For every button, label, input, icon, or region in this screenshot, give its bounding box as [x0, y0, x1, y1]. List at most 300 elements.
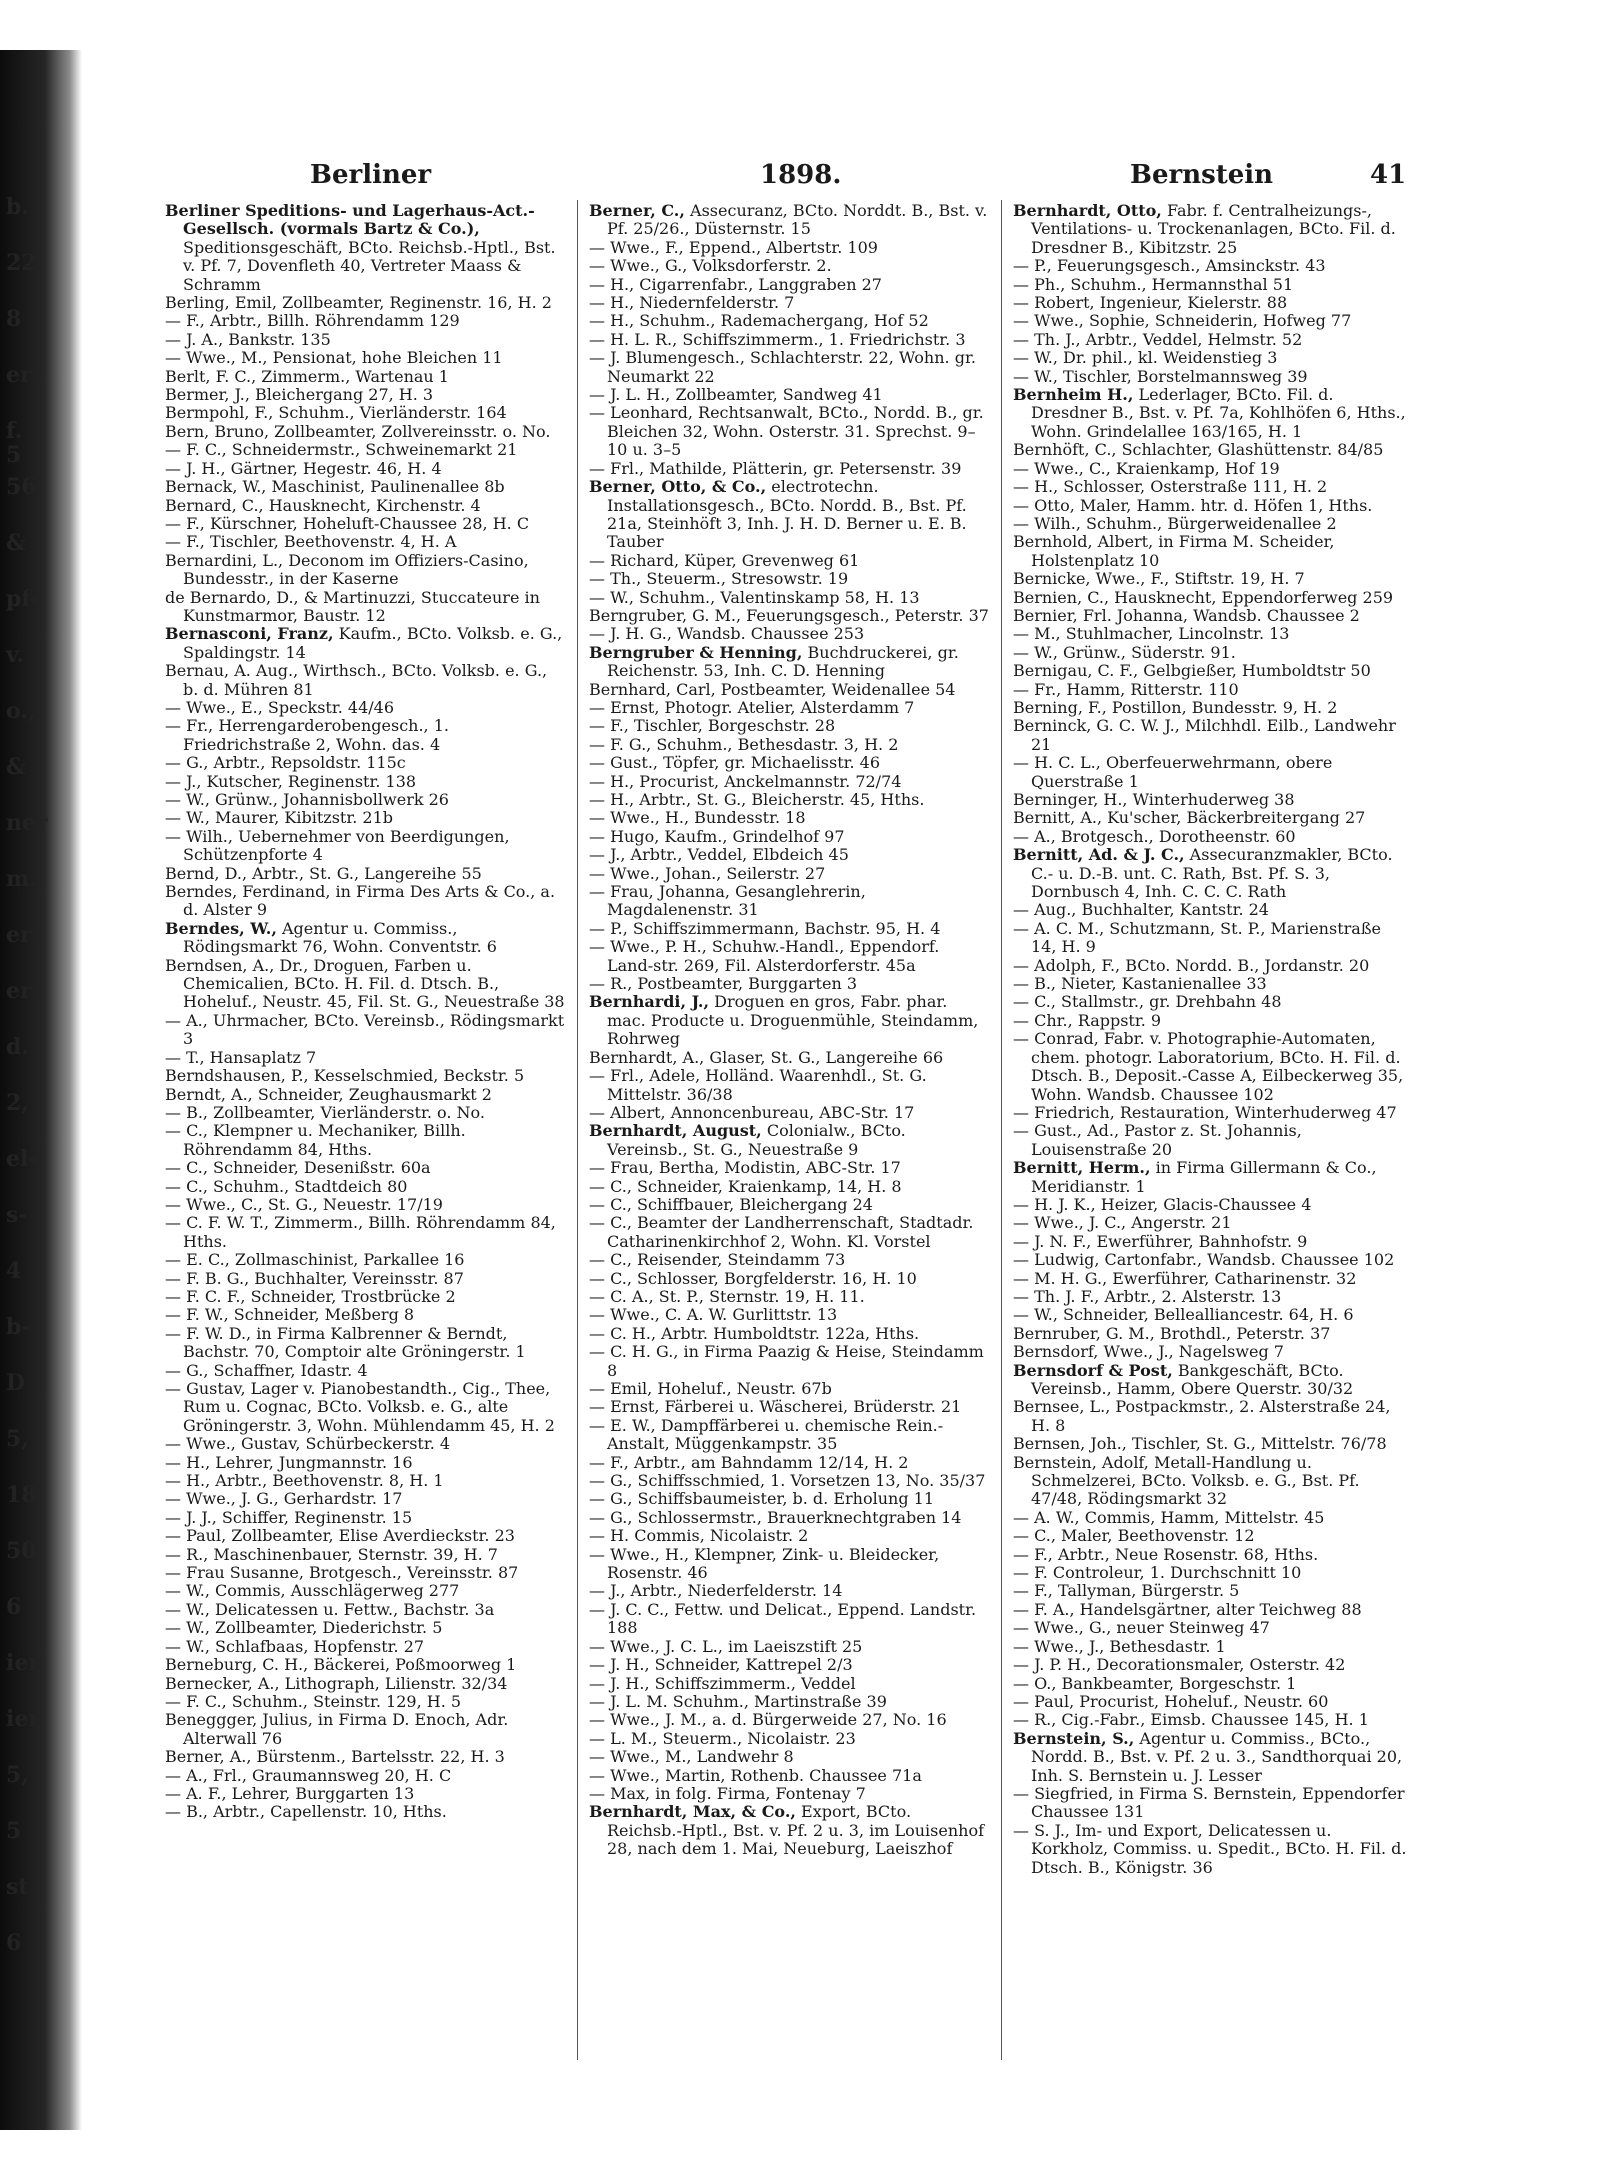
- directory-entry: [165, 515, 565, 533]
- directory-entry: [1013, 957, 1410, 975]
- entry-text: — F. A., Handelsgärtner, alter Teichweg 88: [1013, 1599, 1362, 1619]
- directory-entry: [1013, 294, 1410, 312]
- entry-name: Berner, C.,: [589, 202, 685, 220]
- entry-text: — W., Grünw., Süderstr. 91.: [1013, 642, 1236, 662]
- entry-text: — W., Schlafbaas, Hopfenstr. 27: [165, 1636, 425, 1656]
- directory-entry: [165, 1619, 565, 1637]
- entry-text: — Wilh., Uebernehmer von Beerdigungen, Schützenpforte 4: [165, 826, 510, 865]
- entry-text: Bernard, C., Hausknecht, Kirchenstr. 4: [165, 495, 481, 515]
- entry-text: — F. G., Schuhm., Bethesdastr. 3, H. 2: [589, 734, 899, 754]
- directory-entry: [1013, 1675, 1410, 1693]
- entry-text: — H., Arbtr., Beethovenstr. 8, H. 1: [165, 1471, 444, 1491]
- margin-fragment: pf-: [6, 586, 40, 612]
- directory-entry: [165, 1270, 565, 1288]
- entry-text: Kaufm., BCto. Volksb. e. G., Spaldingstr. 14: [183, 624, 563, 662]
- margin-fragment: 56,: [6, 474, 45, 500]
- entry-text: Bermpohl, F., Schuhm., Vierländerstr. 164: [165, 403, 507, 423]
- entry-text: — W., Maurer, Kibitzstr. 21b: [165, 808, 393, 828]
- entry-text: — G., Arbtr., Repsoldstr. 115c: [165, 753, 406, 773]
- entry-text: — H. L. R., Schiffszimmerm., 1. Friedrichstr. 3: [589, 329, 966, 349]
- directory-entry: [165, 312, 565, 330]
- entry-text: — H., Lehrer, Jungmannstr. 16: [165, 1452, 413, 1472]
- entry-text: Berninger, H., Winterhuderweg 38: [1013, 790, 1295, 809]
- entry-name: Berner, Otto, & Co.,: [589, 477, 767, 497]
- directory-entry: [165, 1472, 565, 1490]
- margin-fragment: ier: [6, 1650, 40, 1676]
- entry-text: — Gust., Töpfer, gr. Michaelisstr. 46: [589, 753, 881, 773]
- margin-fragment: st: [6, 1874, 29, 1900]
- entry-text: — Th. J. F., Arbtr., 2. Alsterstr. 13: [1013, 1286, 1282, 1306]
- entry-text: Speditionsgeschäft, BCto. Reichsb.-Hptl., Bst. v. Pf. 7, Dovenfleth 40, Vertreter Maass & Schramm: [183, 237, 556, 294]
- directory-entry: [165, 1362, 565, 1380]
- entry-text: — Wwe., C. A. W. Gurlittstr. 13: [589, 1305, 838, 1325]
- directory-entry: [165, 1288, 565, 1306]
- entry-text: — Th. J., Arbtr., Veddel, Helmstr. 52: [1013, 329, 1303, 349]
- entry-text: — F., Kürschner, Hoheluft-Chaussee 28, H. C: [165, 513, 530, 533]
- entry-text: — A., Brotgesch., Dorotheenstr. 60: [1013, 826, 1296, 846]
- entry-text: Bernardini, L., Deconom im Offiziers-Casino, Bundesstr., in der Kaserne: [165, 550, 529, 589]
- entry-text: — Wwe., J., Bethesdastr. 1: [1013, 1636, 1226, 1656]
- entry-text: — A. W., Commis, Hamm, Mittelstr. 45: [1013, 1507, 1325, 1527]
- directory-entry: [1013, 901, 1410, 919]
- entry-text: de Bernardo, D., & Martinuzzi, Stuccateure in Kunstmarmor, Baustr. 12: [165, 587, 540, 625]
- entry-text: — F. C., Schneidermstr., Schweinemarkt 21: [165, 440, 518, 460]
- entry-text: — Wwe., Sophie, Schneiderin, Hofweg 77: [1013, 311, 1352, 331]
- entry-text: — J., Arbtr., Veddel, Elbdeich 45: [589, 845, 849, 865]
- directory-entry: [1013, 1159, 1410, 1196]
- directory-entry: [1013, 1638, 1410, 1656]
- directory-entry: [589, 920, 989, 938]
- entry-text: Bernecker, A., Lithograph, Lilienstr. 32/34: [165, 1673, 508, 1693]
- entry-text: Bernigau, C. F., Gelbgießer, Humboldtstr 50: [1013, 661, 1371, 681]
- directory-entry: [589, 644, 989, 681]
- directory-entry: [589, 1270, 989, 1288]
- margin-fragment: 6: [6, 1930, 22, 1956]
- directory-entry: [165, 1601, 565, 1619]
- entry-name: Bernstein, S.,: [1013, 1728, 1135, 1748]
- entry-text: — Chr., Rappstr. 9: [1013, 1010, 1162, 1030]
- entry-name: Berndes, W.,: [165, 918, 277, 938]
- directory-entry: [589, 202, 989, 239]
- directory-entry: [1013, 1546, 1410, 1564]
- entry-text: — Fr., Herrengarderobengesch., 1. Friedrichstraße 2, Wohn. das. 4: [165, 716, 449, 754]
- directory-entry: [589, 1288, 989, 1306]
- running-header: [165, 160, 1410, 200]
- directory-entry: [1013, 515, 1410, 533]
- entry-name: Bernhardi, J.,: [589, 992, 710, 1012]
- entry-text: — Wwe., F., Eppend., Albertstr. 109: [589, 237, 878, 257]
- directory-entry: [589, 1343, 989, 1380]
- entry-text: — F., Arbtr., Neue Rosenstr. 68, Hths.: [1013, 1544, 1319, 1564]
- directory-entry: [1013, 1362, 1410, 1399]
- directory-entry: [165, 1490, 565, 1508]
- entry-text: — Frau, Bertha, Modistin, ABC-Str. 17: [589, 1158, 901, 1178]
- directory-entry: [589, 1380, 989, 1398]
- directory-entry: [1013, 1122, 1410, 1159]
- entry-text: Berling, Emil, Zollbeamter, Reginenstr. 16, H. 2: [165, 293, 552, 313]
- entry-text: — Hugo, Kaufm., Grindelhof 97: [589, 826, 845, 846]
- directory-entry: [1013, 1619, 1410, 1637]
- directory-entry: [589, 1049, 989, 1067]
- directory-entry: [589, 552, 989, 570]
- directory-entry: [589, 1196, 989, 1214]
- margin-fragment: b-: [6, 1314, 31, 1340]
- entry-name: Bernheim H.,: [1013, 385, 1134, 405]
- entry-text: — E. W., Dampffärberei u. chemische Rein.-Anstalt, Müggenkampstr. 35: [589, 1415, 944, 1454]
- entry-text: — C., Schiffbauer, Bleichergang 24: [589, 1194, 873, 1214]
- directory-entry: [1013, 1214, 1410, 1232]
- directory-entry: [589, 883, 989, 920]
- margin-fragment: 18: [6, 1482, 37, 1508]
- entry-text: — Th., Steuerm., Stresowstr. 19: [589, 569, 849, 589]
- directory-entry: [165, 1509, 565, 1527]
- directory-entry: [589, 699, 989, 717]
- directory-entry: [165, 478, 565, 496]
- entry-name: Berliner Speditions- und Lagerhaus-Act.-Gesellsch. (vormals Bartz & Co.),: [165, 202, 535, 239]
- directory-entry: [1013, 681, 1410, 699]
- entry-text: — H., Schuhm., Rademachergang, Hof 52: [589, 311, 929, 331]
- entry-text: Bankgeschäft, BCto. Vereinsb., Hamm, Obere Querstr. 30/32: [1031, 1360, 1354, 1398]
- directory-entry: [589, 1582, 989, 1600]
- directory-entry: [165, 1435, 565, 1453]
- entry-text: — Wwe., M., Pensionat, hohe Bleichen 11: [165, 348, 503, 368]
- entry-text: Berndt, A., Schneider, Zeughausmarkt 2: [165, 1084, 492, 1104]
- margin-fragment: er-: [6, 362, 41, 388]
- entry-text: Bernitt, A., Ku'scher, Bäckerbreitergang 27: [1013, 808, 1366, 828]
- entry-text: — J. H., Schiffszimmerm., Veddel: [589, 1673, 856, 1693]
- directory-entry: [1013, 1730, 1410, 1785]
- entry-text: — J. N. F., Ewerführer, Bahnhofstr. 9: [1013, 1231, 1308, 1251]
- directory-entry: [589, 460, 989, 478]
- directory-entry: [589, 589, 989, 607]
- directory-entry: [1013, 662, 1410, 680]
- entry-text: — W., Schneider, Bellealliancestr. 64, H. 6: [1013, 1305, 1354, 1325]
- directory-entry: [589, 1601, 989, 1638]
- entry-text: Bernicke, Wwe., F., Stiftstr. 19, H. 7: [1013, 569, 1305, 589]
- entry-text: — C., Reisender, Steindamm 73: [589, 1250, 846, 1270]
- margin-fragment: v.: [6, 642, 25, 668]
- directory-entry: [1013, 993, 1410, 1011]
- entry-text: — W., Tischler, Borstelmannsweg 39: [1013, 366, 1308, 386]
- directory-entry: [1013, 478, 1410, 496]
- entry-text: — W., Zollbeamter, Diederichstr. 5: [165, 1618, 443, 1638]
- entry-text: — J., Arbtr., Niederfelderstr. 14: [589, 1581, 843, 1601]
- directory-entry: [589, 717, 989, 735]
- directory-entry: [165, 1325, 565, 1362]
- entry-text: Berner, A., Bürstenm., Bartelsstr. 22, H. 3: [165, 1747, 505, 1767]
- directory-entry: [1013, 828, 1410, 846]
- previous-page-margin: [0, 194, 48, 1995]
- entry-text: — Wwe., Martin, Rothenb. Chaussee 71a: [589, 1765, 922, 1785]
- directory-entry: [1013, 460, 1410, 478]
- entry-text: — J. H., Gärtner, Hegestr. 46, H. 4: [165, 458, 442, 478]
- column-rule: [577, 200, 578, 2060]
- entry-text: — F., Tallyman, Bürgerstr. 5: [1013, 1581, 1240, 1601]
- directory-entry: [1013, 1343, 1410, 1361]
- directory-entry: [1013, 1288, 1410, 1306]
- directory-entry: [1013, 570, 1410, 588]
- directory-entry: [589, 1656, 989, 1674]
- directory-entry: [165, 1693, 565, 1711]
- entry-text: — Adolph, F., BCto. Nordd. B., Jordanstr. 20: [1013, 955, 1370, 975]
- directory-entry: [589, 386, 989, 404]
- directory-entry: [589, 1527, 989, 1545]
- entry-text: — J. H. G., Wandsb. Chaussee 253: [589, 624, 865, 644]
- entry-text: — G., Schaffner, Idastr. 4: [165, 1360, 368, 1380]
- entry-text: Berning, F., Postillon, Bundesstr. 9, H. 2: [1013, 697, 1338, 717]
- directory-entry: [589, 349, 989, 386]
- entry-text: — H., Arbtr., St. G., Bleicherstr. 45, Hths.: [589, 790, 925, 809]
- entry-text: — C., Stallmstr., gr. Drehbahn 48: [1013, 992, 1282, 1012]
- entry-text: — C., Schlosser, Borgfelderstr. 16, H. 10: [589, 1268, 917, 1288]
- directory-entry: [1013, 1030, 1410, 1104]
- entry-text: Berlt, F. C., Zimmerm., Wartenau 1: [165, 366, 449, 386]
- entry-text: electrotechn. Installationsgesch., BCto. Nordd. B., Bst. Pf. 21a, Steinhöft 3, Inh. J. H. D. Berner u. E. B. Tauber: [607, 477, 967, 552]
- margin-fragment: b.: [6, 194, 30, 220]
- directory-entry: [165, 1546, 565, 1564]
- margin-fragment: 5: [6, 1818, 22, 1844]
- entry-text: — Wilh., Schuhm., Bürgerweidenallee 2: [1013, 513, 1337, 533]
- entry-text: in Firma Gillermann & Co., Meridianstr. 1: [1031, 1158, 1377, 1196]
- entry-text: — G., Schlossermstr., Brauerknechtgraben 14: [589, 1507, 962, 1527]
- entry-text: — Wwe., H., Klempner, Zink- u. Bleidecker, Rosenstr. 46: [589, 1544, 940, 1583]
- entry-text: Colonialw., BCto. Vereinsb., St. G., Neuestraße 9: [607, 1121, 906, 1159]
- entry-text: — M., Stuhlmacher, Lincolnstr. 13: [1013, 624, 1290, 644]
- directory-entry: [1013, 589, 1410, 607]
- directory-entry: [165, 828, 565, 865]
- entry-text: — F. C., Schuhm., Steinstr. 129, H. 5: [165, 1691, 462, 1711]
- directory-entry: [1013, 625, 1410, 643]
- directory-entry: [1013, 1233, 1410, 1251]
- directory-entry: [589, 993, 989, 1048]
- entry-text: — Emil, Hoheluf., Neustr. 67b: [589, 1379, 832, 1398]
- entry-text: Berndes, Ferdinand, in Firma Des Arts & Co., a. d. Alster 9: [165, 882, 556, 920]
- header-year: 1898.: [760, 160, 842, 190]
- entry-text: — C., Beamter der Landherrenschaft, Stadtadr. Catharinenkirchhof 2, Wohn. Kl. Vorstel: [589, 1213, 974, 1251]
- entry-text: — C., Schuhm., Stadtdeich 80: [165, 1176, 408, 1196]
- entry-text: Agentur u. Commiss., Rödingsmarkt 76, Wohn. Conventstr. 6: [183, 918, 497, 957]
- directory-entry: [1013, 846, 1410, 901]
- entry-text: — Siegfried, in Firma S. Bernstein, Eppendorfer Chaussee 131: [1013, 1783, 1405, 1822]
- directory-entry: [165, 717, 565, 754]
- directory-entry: [589, 1251, 989, 1269]
- directory-entry: [165, 497, 565, 515]
- entry-text: — C. H., Arbtr. Humboldtstr. 122a, Hths.: [589, 1323, 920, 1343]
- entry-text: — Leonhard, Rechtsanwalt, BCto., Nordd. B., gr. Bleichen 32, Wohn. Osterstr. 31. Sprechst. 9–10 u. 3–5: [589, 403, 984, 460]
- entry-text: Bernsdorf, Wwe., J., Nagelsweg 7: [1013, 1342, 1284, 1362]
- directory-entry: [589, 1306, 989, 1324]
- column-2: [589, 202, 989, 2052]
- entry-text: — Wwe., C., St. G., Neuestr. 17/19: [165, 1194, 443, 1214]
- directory-entry: [1013, 644, 1410, 662]
- page-number: 41: [1370, 160, 1407, 190]
- margin-fragment: &: [6, 754, 26, 780]
- entry-text: Bernd, D., Arbtr., St. G., Langereihe 55: [165, 863, 482, 883]
- entry-text: — Ph., Schuhm., Hermannsthal 51: [1013, 274, 1294, 294]
- directory-entry: [1013, 754, 1410, 791]
- directory-entry: [589, 1104, 989, 1122]
- directory-entry: [165, 1582, 565, 1600]
- entry-text: — R., Cig.-Fabr., Eimsb. Chaussee 145, H. 1: [1013, 1710, 1369, 1730]
- margin-fragment: ner: [6, 810, 48, 836]
- directory-entry: [589, 276, 989, 294]
- directory-entry: [165, 1049, 565, 1067]
- entry-name: Bernhardt, August,: [589, 1121, 762, 1141]
- entry-name: Bernitt, Ad. & J. C.,: [1013, 845, 1185, 865]
- column-rule: [1001, 200, 1002, 2060]
- directory-entry: [165, 1638, 565, 1656]
- directory-entry: [1013, 1693, 1410, 1711]
- entry-text: — F. B. G., Buchhalter, Vereinsstr. 87: [165, 1268, 464, 1288]
- entry-text: — Paul, Zollbeamter, Elise Averdieckstr. 23: [165, 1526, 515, 1546]
- directory-entry: [165, 1656, 565, 1674]
- entry-text: — E. C., Zollmaschinist, Parkallee 16: [165, 1250, 465, 1270]
- entry-text: — Wwe., Gustav, Schürbeckerstr. 4: [165, 1434, 451, 1454]
- directory-entry: [165, 1380, 565, 1435]
- entry-text: — H. J. K., Heizer, Glacis-Chaussee 4: [1013, 1194, 1312, 1214]
- margin-fragment: el-: [6, 1146, 38, 1172]
- entry-text: — Gust., Ad., Pastor z. St. Johannis, Louisenstraße 20: [1013, 1121, 1302, 1159]
- entry-name: Bernitt, Herm.,: [1013, 1158, 1151, 1178]
- entry-text: — Ernst, Färberei u. Wäscherei, Brüderstr. 21: [589, 1397, 962, 1417]
- directory-entry: [589, 1803, 989, 1858]
- directory-entry: [589, 1454, 989, 1472]
- entry-text: — Otto, Maler, Hamm. htr. d. Höfen 1, Hths.: [1013, 495, 1373, 515]
- entry-text: — J. L. H., Zollbeamter, Sandweg 41: [589, 385, 883, 405]
- margin-fragment: 8: [6, 306, 22, 332]
- entry-text: — G., Schiffsbaumeister, b. d. Erholung 11: [589, 1489, 934, 1509]
- entry-text: — W., Dr. phil., kl. Weidenstieg 3: [1013, 348, 1278, 368]
- directory-entry: [165, 865, 565, 883]
- directory-entry: [589, 975, 989, 993]
- entry-text: — F. W. D., in Firma Kalbrenner & Berndt, Bachstr. 70, Comptoir alte Gröningerstr. 1: [165, 1323, 526, 1362]
- directory-entry: [589, 607, 989, 625]
- directory-entry: [165, 1748, 565, 1766]
- entry-text: — Wwe., Johan., Seilerstr. 27: [589, 863, 826, 883]
- directory-entry: [165, 533, 565, 551]
- directory-entry: [589, 846, 989, 864]
- directory-entry: [1013, 1822, 1410, 1877]
- entry-text: — Wwe., J. C. L., im Laeiszstift 25: [589, 1636, 863, 1656]
- entry-text: — J. A., Bankstr. 135: [165, 329, 331, 349]
- entry-text: — Frl., Adele, Holländ. Waarenhdl., St. G. Mittelstr. 36/38: [589, 1066, 927, 1104]
- entry-text: — Wwe., H., Bundesstr. 18: [589, 808, 806, 828]
- margin-fragment: 50: [6, 1538, 37, 1564]
- directory-entry: [1013, 809, 1410, 827]
- directory-entry: [589, 1067, 989, 1104]
- entry-text: — Wwe., C., Kraienkamp, Hof 19: [1013, 458, 1280, 478]
- entry-text: — F., Tischler, Beethovenstr. 4, H. A: [165, 532, 457, 552]
- directory-entry: [1013, 386, 1410, 441]
- directory-entry: [589, 1178, 989, 1196]
- entry-name: Bernasconi, Franz,: [165, 624, 334, 644]
- margin-fragment: o.,: [6, 698, 36, 724]
- directory-entry: [1013, 1527, 1410, 1545]
- entry-text: — H., Niedernfelderstr. 7: [589, 293, 795, 313]
- directory-entry: [589, 331, 989, 349]
- directory-page: [165, 160, 1410, 2060]
- directory-entry: [165, 1067, 565, 1085]
- margin-fragment: 6: [6, 1594, 22, 1620]
- entry-text: — Wwe., G., neuer Steinweg 47: [1013, 1618, 1270, 1638]
- entry-text: — Wwe., M., Landwehr 8: [589, 1747, 794, 1767]
- entry-text: — Robert, Ingenieur, Kielerstr. 88: [1013, 293, 1288, 313]
- directory-entry: [1013, 607, 1410, 625]
- entry-text: Beneggger, Julius, in Firma D. Enoch, Adr. Alterwall 76: [165, 1710, 509, 1748]
- directory-entry: [165, 809, 565, 827]
- entry-text: — F., Arbtr., am Bahndamm 12/14, H. 2: [589, 1452, 909, 1472]
- entry-text: — C. F. W. T., Zimmerm., Billh. Röhrendamm 84, Hths.: [165, 1213, 556, 1251]
- entry-text: — R., Postbeamter, Burggarten 3: [589, 974, 858, 994]
- directory-entry: [165, 294, 565, 312]
- directory-entry: [1013, 699, 1410, 717]
- directory-entry: [165, 1785, 565, 1803]
- entry-text: — M. H. G., Ewerführer, Catharinenstr. 32: [1013, 1268, 1357, 1288]
- directory-entry: [589, 239, 989, 257]
- directory-entry: [1013, 533, 1410, 570]
- header-left: Berliner: [310, 160, 432, 190]
- directory-entry: [1013, 1601, 1410, 1619]
- entry-text: — J. C. C., Fettw. und Delicat., Eppend. Landstr. 188: [589, 1599, 977, 1638]
- entry-text: — Fr., Hamm, Ritterstr. 110: [1013, 679, 1239, 699]
- entry-text: — Paul, Procurist, Hoheluf., Neustr. 60: [1013, 1691, 1329, 1711]
- directory-entry: [589, 1711, 989, 1729]
- directory-entry: [165, 386, 565, 404]
- entry-text: — H. Commis, Nicolaistr. 2: [589, 1526, 809, 1546]
- directory-entry: [165, 589, 565, 626]
- entry-text: Bernsee, L., Postpackmstr., 2. Alsterstraße 24, H. 8: [1013, 1397, 1391, 1435]
- directory-entry: [1013, 1435, 1410, 1453]
- entry-text: — O., Bankbeamter, Borgeschstr. 1: [1013, 1673, 1297, 1693]
- directory-entry: [165, 883, 565, 920]
- directory-entry: [589, 1159, 989, 1177]
- entry-text: Bernhard, Carl, Postbeamter, Weidenallee 54: [589, 679, 956, 699]
- directory-entry: [1013, 368, 1410, 386]
- directory-entry: [1013, 331, 1410, 349]
- entry-text: — Frau, Johanna, Gesanglehrerin, Magdalenenstr. 31: [589, 882, 866, 920]
- directory-entry: [165, 773, 565, 791]
- directory-entry: [589, 754, 989, 772]
- directory-entry: [165, 1178, 565, 1196]
- entry-text: — J. Blumengesch., Schlachterstr. 22, Wohn. gr. Neumarkt 22: [589, 348, 976, 386]
- directory-entry: [589, 1785, 989, 1803]
- entry-text: — Wwe., P. H., Schuhw.-Handl., Eppendorf. Land-str. 269, Fil. Alsterdorferstr. 45a: [589, 937, 940, 975]
- directory-entry: [1013, 1509, 1410, 1527]
- entry-text: — S. J., Im- und Export, Delicatessen u. Korkholz, Commiss. u. Spedit., BCto. H. Fil. d. Dtsch. B., Königstr. 36: [1013, 1820, 1407, 1877]
- entry-name: Bernsdorf & Post,: [1013, 1360, 1173, 1380]
- entry-text: Bernsen, Joh., Tischler, St. G., Mittelstr. 76/78: [1013, 1434, 1387, 1454]
- directory-entry: [589, 404, 989, 459]
- entry-text: — F., Tischler, Borgeschstr. 28: [589, 716, 836, 736]
- entry-text: — L. M., Steuerm., Nicolaistr. 23: [589, 1728, 856, 1748]
- entry-text: — C. H. G., in Firma Paazig & Heise, Steindamm 8: [589, 1342, 984, 1380]
- directory-entry: [165, 1564, 565, 1582]
- directory-entry: [1013, 1656, 1410, 1674]
- entry-text: Buchdruckerei, gr. Reichenstr. 53, Inh. C. D. Henning: [607, 642, 959, 681]
- entry-text: Bernau, A. Aug., Wirthsch., BCto. Volksb. e. G., b. d. Mühren 81: [165, 661, 548, 699]
- directory-entry: [589, 1417, 989, 1454]
- margin-fragment: 22,: [6, 250, 45, 276]
- entry-text: Assecuranzmakler, BCto. C.- u. D.-B. unt. C. Rath, Bst. Pf. S. 3, Dornbusch 4, Inh. C. C. C. Rath: [1031, 845, 1393, 902]
- directory-entry: [1013, 441, 1410, 459]
- directory-entry: [165, 662, 565, 699]
- entry-text: Berninck, G. C. W. J., Milchhdl. Eilb., Landwehr 21: [1013, 716, 1396, 754]
- entry-text: — W., Schuhm., Valentinskamp 58, H. 13: [589, 587, 920, 607]
- margin-fragment: &: [6, 530, 26, 556]
- entry-text: — A. C. M., Schutzmann, St. P., Marienstraße 14, H. 9: [1013, 918, 1381, 957]
- directory-entry: [589, 1214, 989, 1251]
- entry-text: — F. C. F., Schneider, Trostbrücke 2: [165, 1286, 456, 1306]
